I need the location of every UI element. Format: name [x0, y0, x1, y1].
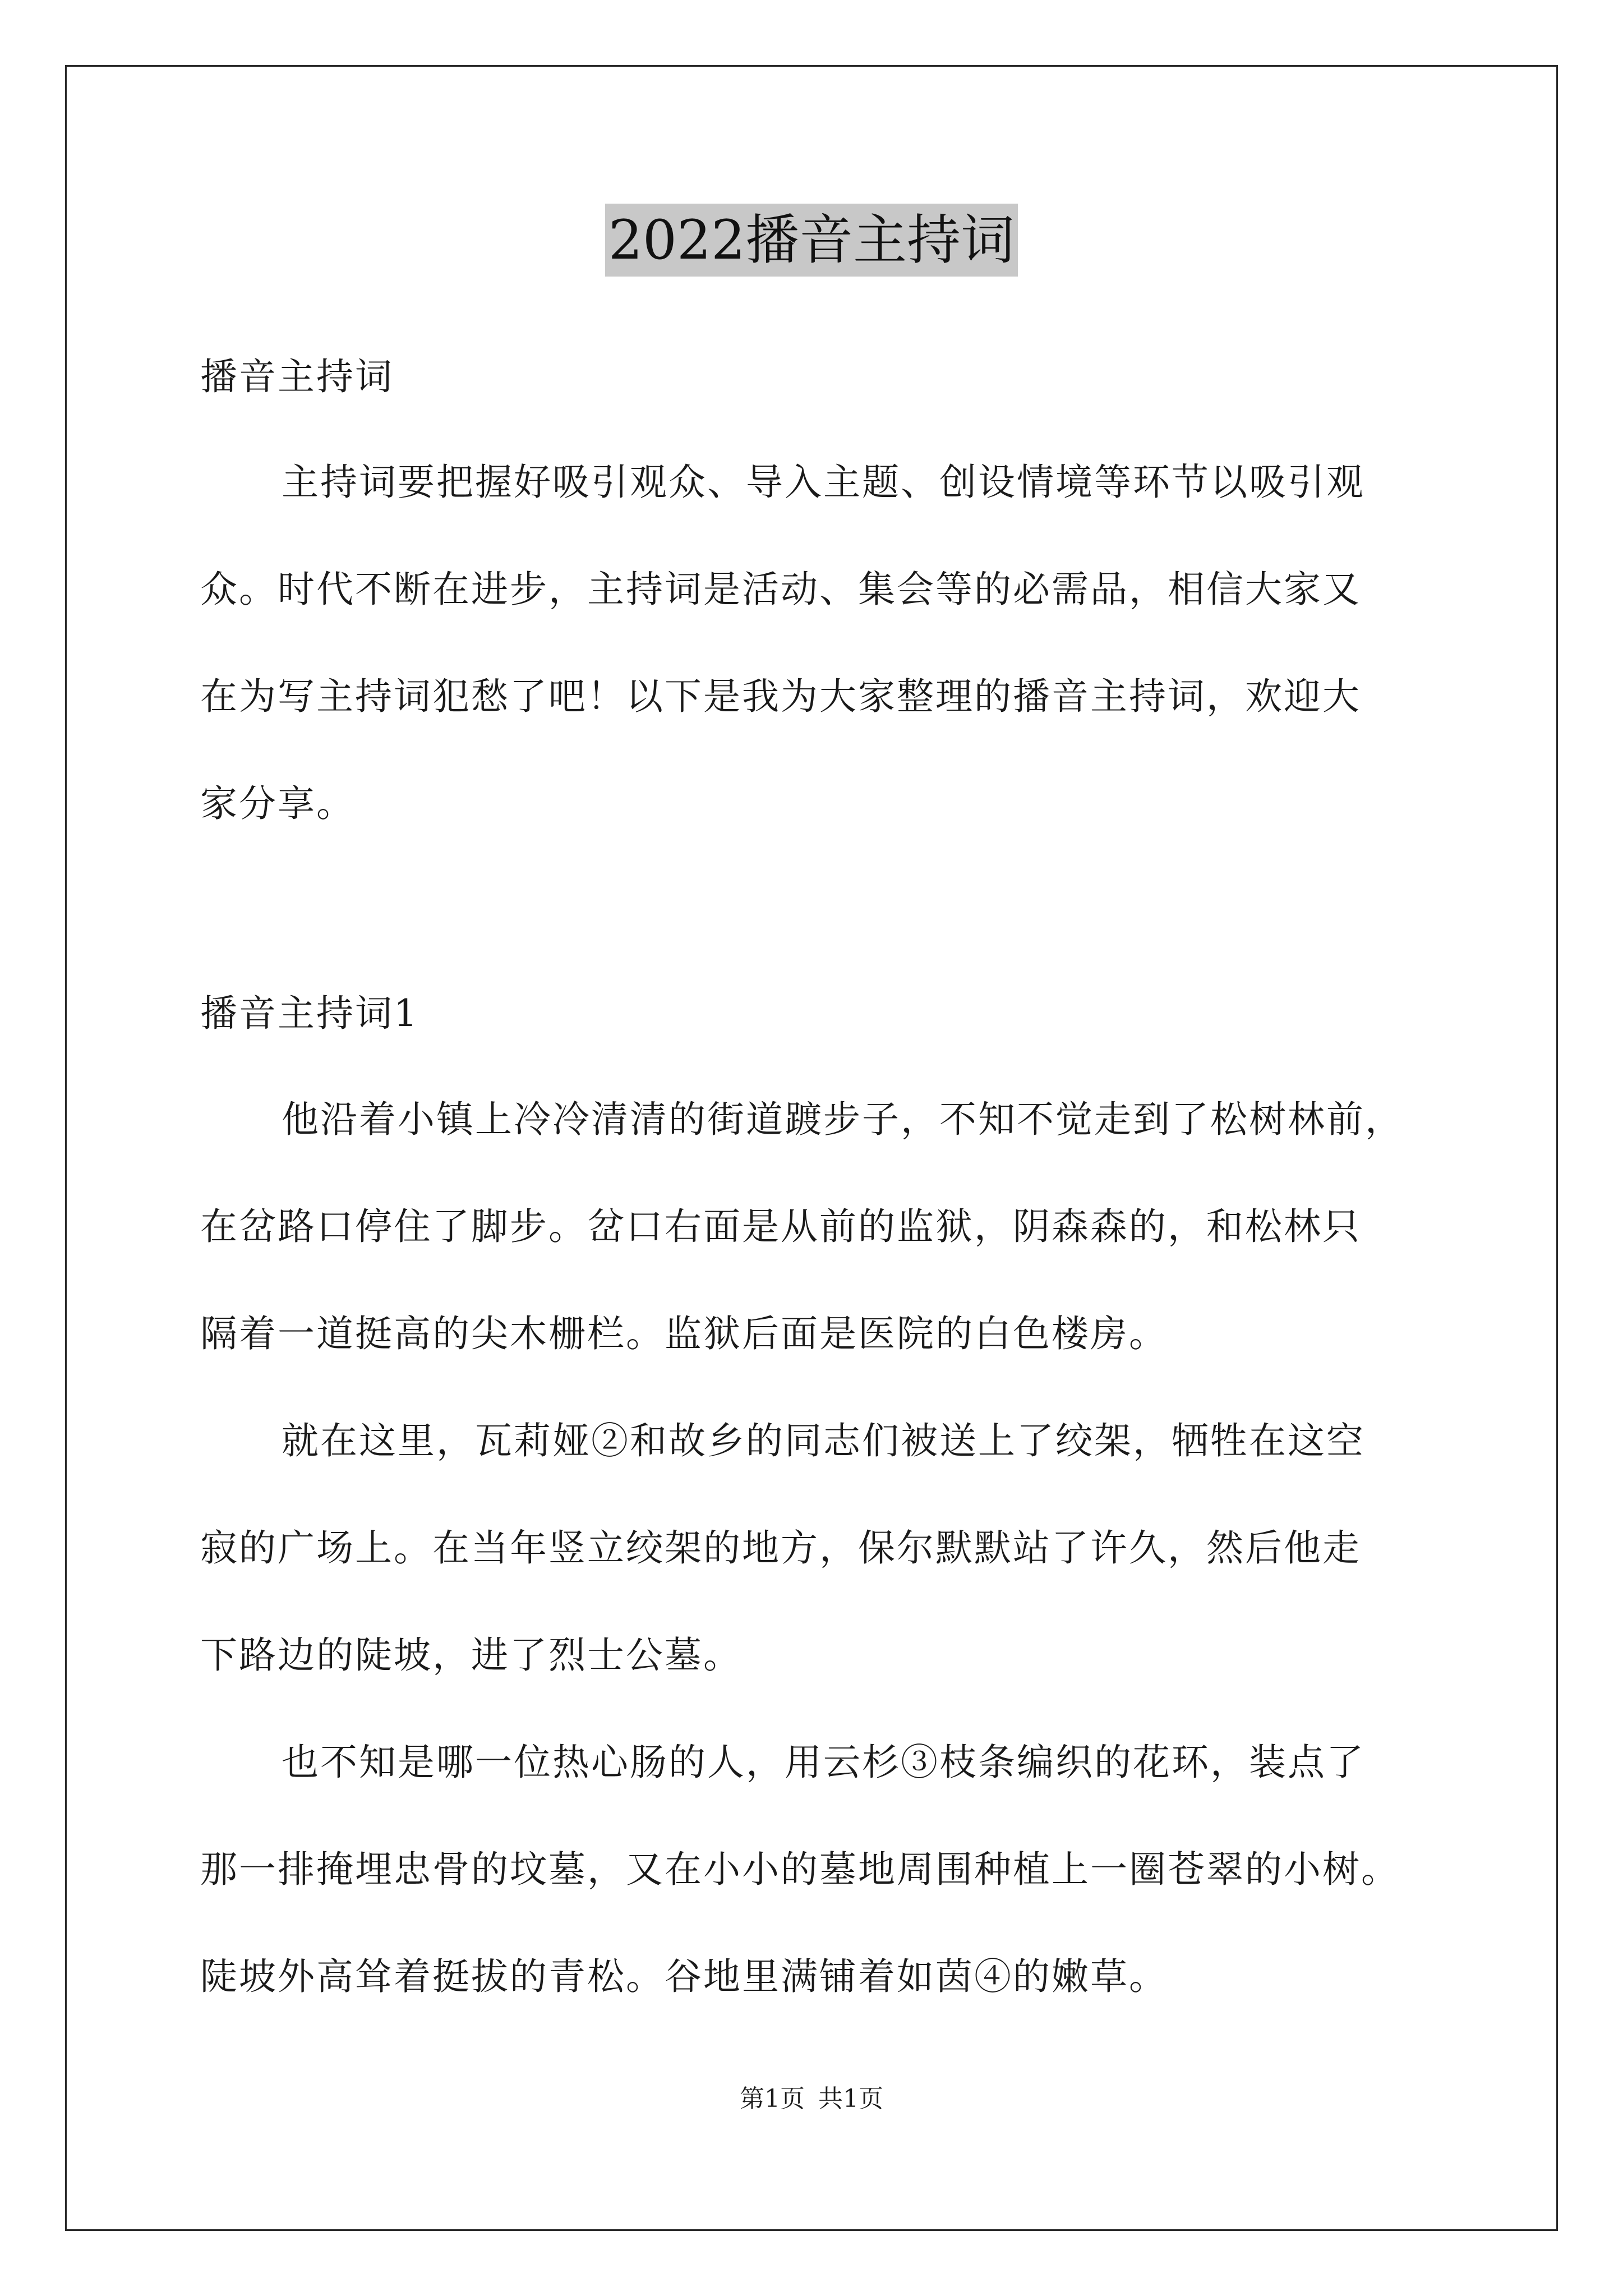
title-container: [0, 204, 1623, 277]
intro-line: 众。时代不断在进步，主持词是活动、集会等的必需品，相信大家又: [200, 568, 1361, 611]
page-footer: [0, 2082, 1623, 2116]
page-total: 共1页: [818, 2085, 883, 2113]
intro-line: 在为写主持词犯愁了吧！以下是我为大家整理的播音主持词，欢迎大: [200, 675, 1361, 718]
paragraph-line: 寂的广场上。在当年竖立绞架的地方，保尔默默站了许久，然后他走: [200, 1526, 1361, 1570]
intro-line: 家分享。: [200, 782, 355, 825]
paragraph-line: 那一排掩埋忠骨的坟墓，又在小小的墓地周围种植上一圈苍翠的小树。: [200, 1848, 1400, 1891]
paragraph-line: 他沿着小镇上冷冷清清的街道踱步子，不知不觉走到了松树林前，: [282, 1098, 1404, 1141]
document-title: 2022播音主持词: [605, 204, 1018, 277]
paragraph-line: 下路边的陡坡，进了烈士公墓。: [200, 1634, 742, 1677]
paragraph-line: 也不知是哪一位热心肠的人，用云杉③枝条编织的花环，装点了: [282, 1741, 1365, 1784]
paragraph-line: 隔着一道挺高的尖木栅栏。监狱后面是医院的白色楼房。: [200, 1312, 1168, 1355]
section-heading: 播音主持词1: [200, 992, 419, 1035]
intro-line: 主持词要把握好吸引观众、导入主题、创设情境等环节以吸引观: [282, 461, 1365, 504]
page-number: 第1页: [740, 2085, 805, 2113]
paragraph-line: 陡坡外高耸着挺拔的青松。谷地里满铺着如茵④的嫩草。: [200, 1955, 1168, 1998]
paragraph-line: 就在这里，瓦莉娅②和故乡的同志们被送上了绞架，牺牲在这空: [282, 1419, 1365, 1462]
paragraph-line: 在岔路口停住了脚步。岔口右面是从前的监狱，阴森森的，和松林只: [200, 1205, 1361, 1248]
document-subtitle: 播音主持词: [200, 355, 394, 398]
